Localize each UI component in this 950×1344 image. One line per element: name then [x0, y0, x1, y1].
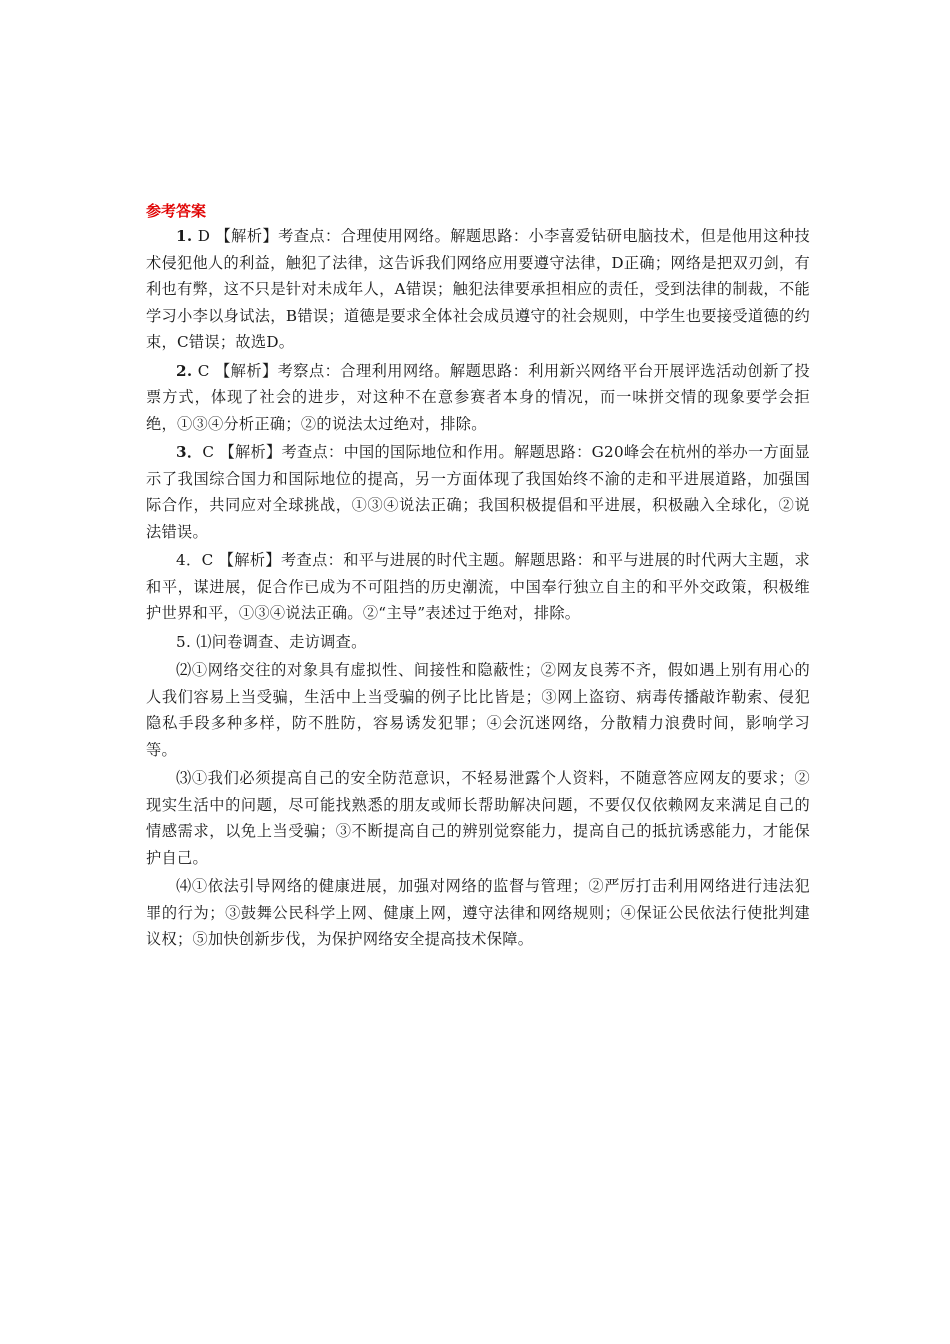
answer-paragraph-2 — [146, 358, 810, 438]
answer-paragraph-1 — [146, 223, 810, 356]
answer-text-4: 4．C 【解析】考查点：和平与进展的时代主题。解题思路：和平与进展的时代两大主题，求和平，谋进展，促合作已成为不可阻挡的历史潮流，中国奉行独立自主的和平外交政策，积极维护世界和平，①③④说法正确。②“主导”表述过于绝对，排除。 — [146, 551, 810, 622]
answer-number-3: 3． — [176, 443, 203, 461]
answer-paragraph-3 — [146, 439, 810, 545]
answer-text-5-1: 5. ⑴问卷调查、走访调查。 — [176, 632, 367, 651]
answer-paragraph-4 — [146, 547, 810, 627]
answer-text-5-3: ⑶①我们必须提高自己的安全防范意识，不轻易泄露个人资料，不随意答应网友的要求；②现实生活中的问题，尽可能找熟悉的朋友或师长帮助解决问题，不要仅仅依赖网友来满足自己的情感需求，以免上当受骗；③不断提高自己的辨别觉察能力，提高自己的抵抗诱惑能力，才能保护自己。 — [146, 769, 810, 867]
answers-heading: 参考答案 — [146, 202, 207, 220]
answer-paragraph-5-4 — [146, 873, 810, 953]
answer-number-1: 1. — [176, 227, 193, 245]
answer-paragraph-5-2 — [146, 657, 810, 763]
answer-text-1: D 【解析】考查点：合理使用网络。解题思路：小李喜爱钻研电脑技术，但是他用这种技术侵犯他人的利益，触犯了法律，这告诉我们网络应用要遵守法律，D正确；网络是把双刃剑，有利也有弊，这不只是针对未成年人，A错误；触犯法律要承担相应的责任，受到法律的制裁，不能学习小李以身试法，B错误；道德是要求全体社会成员遵守的社会规则，中学生也要接受道德的约束，C错误；故选D。 — [146, 227, 810, 351]
answer-page — [146, 200, 810, 955]
answer-number-2: 2. — [176, 361, 193, 380]
answer-text-3: C 【解析】考查点：中国的国际地位和作用。解题思路：G20峰会在杭州的举办一方面显示了我国综合国力和国际地位的提高，另一方面体现了我国始终不渝的走和平进展道路，加强国际合作，共同应对全球挑战，①③④说法正确；我国积极提倡和平进展，积极融入全球化，②说法错误。 — [146, 443, 810, 541]
answer-paragraph-5-1 — [146, 629, 810, 656]
answer-paragraph-5-3 — [146, 765, 810, 871]
answer-text-2: C 【解析】考察点：合理利用网络。解题思路：利用新兴网络平台开展评选活动创新了投票方式，体现了社会的进步，对这种不在意参赛者本身的情况，而一味拼交情的现象要学会拒绝，①③④分析正确；②的说法太过绝对，排除。 — [146, 361, 810, 433]
answer-text-5-4: ⑷①依法引导网络的健康进展，加强对网络的监督与管理；②严厉打击利用网络进行违法犯罪的行为；③鼓舞公民科学上网、健康上网，遵守法律和网络规则；④保证公民依法行使批判建议权；⑤加快创新步伐，为保护网络安全提高技术保障。 — [146, 877, 810, 948]
answer-text-5-2: ⑵①网络交往的对象具有虚拟性、间接性和隐蔽性；②网友良莠不齐，假如遇上别有用心的人我们容易上当受骗，生活中上当受骗的例子比比皆是；③网上盗窃、病毒传播敲诈勒索、侵犯隐私手段多种多样，防不胜防，容易诱发犯罪；④会沉迷网络，分散精力浪费时间，影响学习等。 — [146, 661, 810, 759]
